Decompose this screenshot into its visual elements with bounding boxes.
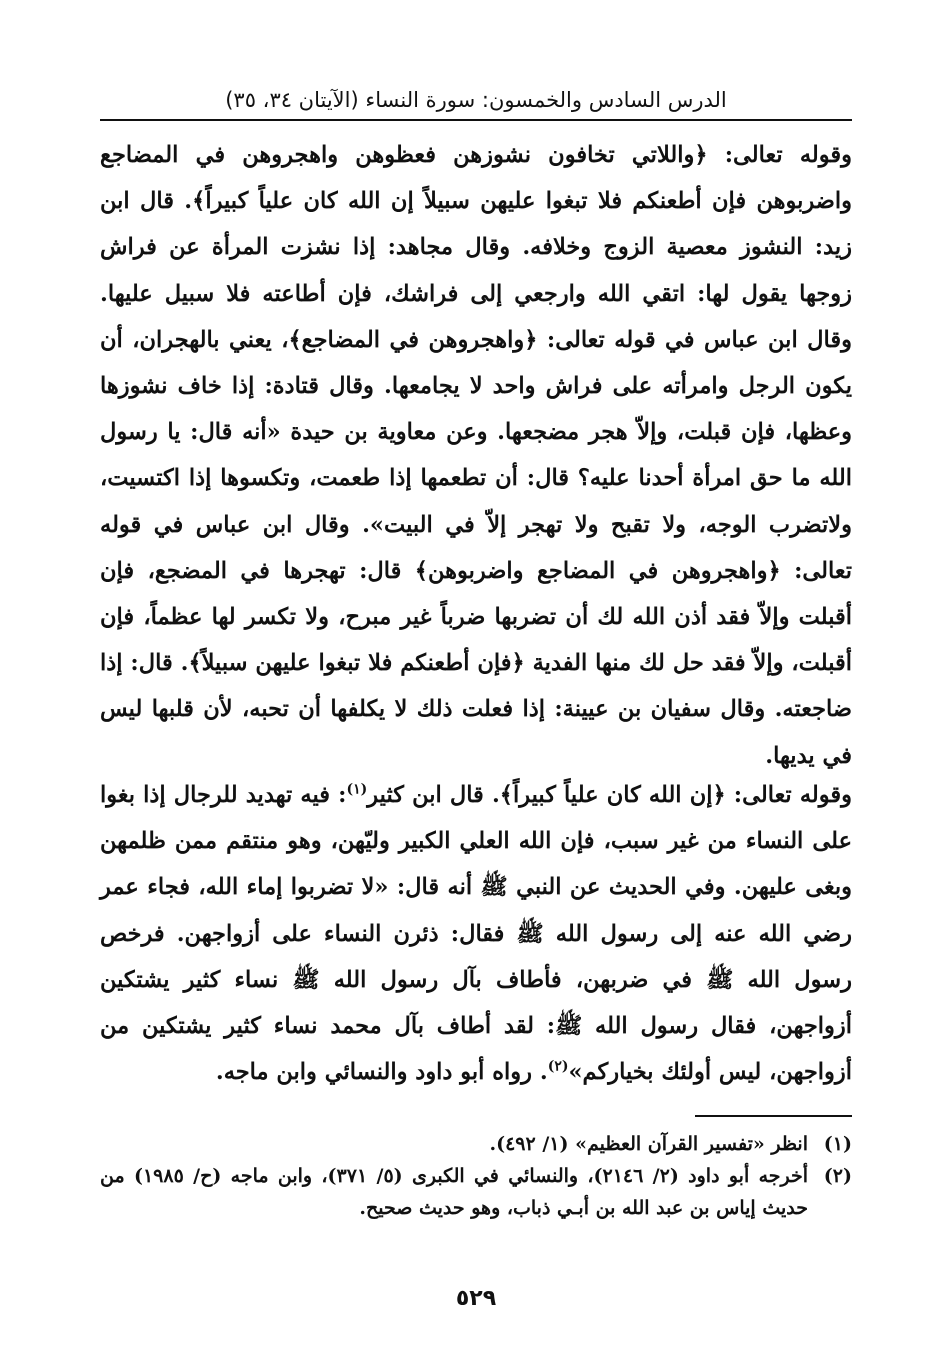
paragraph-1 xyxy=(100,132,852,779)
paragraph-2 xyxy=(100,772,852,1095)
footnote-2-text: أخرجه أبو داود (٢/ ٢١٤٦)، والنسائي في الكبرى (٥/ ٣٧١)، وابن ماجه (ح/ ١٩٨٥) من حديث إياس بن عبد الله بن أبـي ذباب، وهو حديث صحيح. xyxy=(100,1165,809,1219)
page-number: ٥٢٩ xyxy=(455,1286,497,1311)
footnote-ref-1: (١) xyxy=(346,781,368,798)
header-rule xyxy=(100,119,852,121)
paragraph-1-lead: وقوله تعالى: xyxy=(724,142,853,168)
footnote-1 xyxy=(100,1128,852,1160)
paragraph-2-text: : فيه تهديد للرجال إذا بغوا على النساء من غير سبب، فإن الله العلي الكبير وليّهن، وهو منتقم ممن ظلمهن وبغى عليهن. وفي الحديث عن النبي ﷺ أنه قال: «لا تضربوا إماء الله، فجاء عمر رضي الله عنه إلى رسول الله ﷺ فقال: ذئرن النساء على أزواجهن. فرخص رسول الله ﷺ في ضربهن، فأطاف بآل رسول الله ﷺ نساء كثير يشتكين أزواجهن، فقال رسول الله ﷺ: لقد أطاف بآل محمد نساء كثير يشتكين من أزواجهن، ليس أولئك بخياركم» xyxy=(100,782,852,1086)
footnote-1-text: انظر «تفسير القرآن العظيم» (١/ ٤٩٢). xyxy=(489,1133,808,1155)
paragraph-2-quran-quote: ﴿إن الله كان علياً كبيراً﴾. xyxy=(491,782,726,808)
paragraph-1-text: ﴿واللاتي تخافون نشوزهن فعظوهن واهجروهن في المضاجع واضربوهن فإن أطعنكم فلا تبغوا عليهن سبيلاً إن الله كان علياً كبيراً﴾. قال ابن زيد: النشوز معصية الزوج وخلافه. وقال مجاهد: إذا نشزت المرأة عن فراش زوجها يقول لها: اتقي الله وارجعي إلى فراشك، فإن أطاعته فلا سبيل عليها. وقال ابن عباس في قوله تعالى: ﴿واهجروهن في المضاجع﴾، يعني بالهجران، أن يكون الرجل وامرأته على فراش واحد لا يجامعها. وقال قتادة: إذا خاف نشوزها وعظها، فإن قبلت، وإلاّ هجر مضجعها. وعن معاوية بن حيدة «أنه قال: يا رسول الله ما حق امرأة أحدنا عليه؟ قال: أن تطعمها إذا طعمت، وتكسوها إذا اكتسيت، ولاتضرب الوجه، ولا تقبح ولا تهجر إلاّ في البيت». وقال ابن عباس في قوله تعالى: ﴿واهجروهن في المضاجع واضربوهن﴾ قال: تهجرها في المضجع، فإن أقبلت وإلاّ فقد أذن الله لك أن تضربها ضرباً غير مبرح، ولا تكسر لها عظماً، فإن أقبلت، وإلاّ فقد حل لك منها الفدية ﴿فإن أطعنكم فلا تبغوا عليهن سبيلاً﴾. قال: إذا ضاجعته. وقال سفيان بن عيينة: إذا فعلت ذلك لا يكلفها أن تحبه، لأن قلبها ليس في يديها. xyxy=(100,142,852,769)
paragraph-2-intro: قال ابن كثير xyxy=(367,782,484,808)
footnote-2-number: (٢) xyxy=(823,1165,852,1187)
footnote-ref-2: (٢) xyxy=(547,1058,569,1075)
footnote-1-number: (١) xyxy=(823,1133,852,1155)
paragraph-2-tail: . رواه أبو داود والنسائي وابن ماجه. xyxy=(215,1059,548,1086)
footnotes xyxy=(100,1128,852,1224)
footnote-rule xyxy=(695,1115,852,1117)
footnote-2 xyxy=(100,1160,852,1224)
paragraph-2-lead: وقوله تعالى: xyxy=(733,782,852,808)
running-header: الدرس السادس والخمسون: سورة النساء (الآيتان ٣٤، ٣٥) xyxy=(225,88,727,112)
